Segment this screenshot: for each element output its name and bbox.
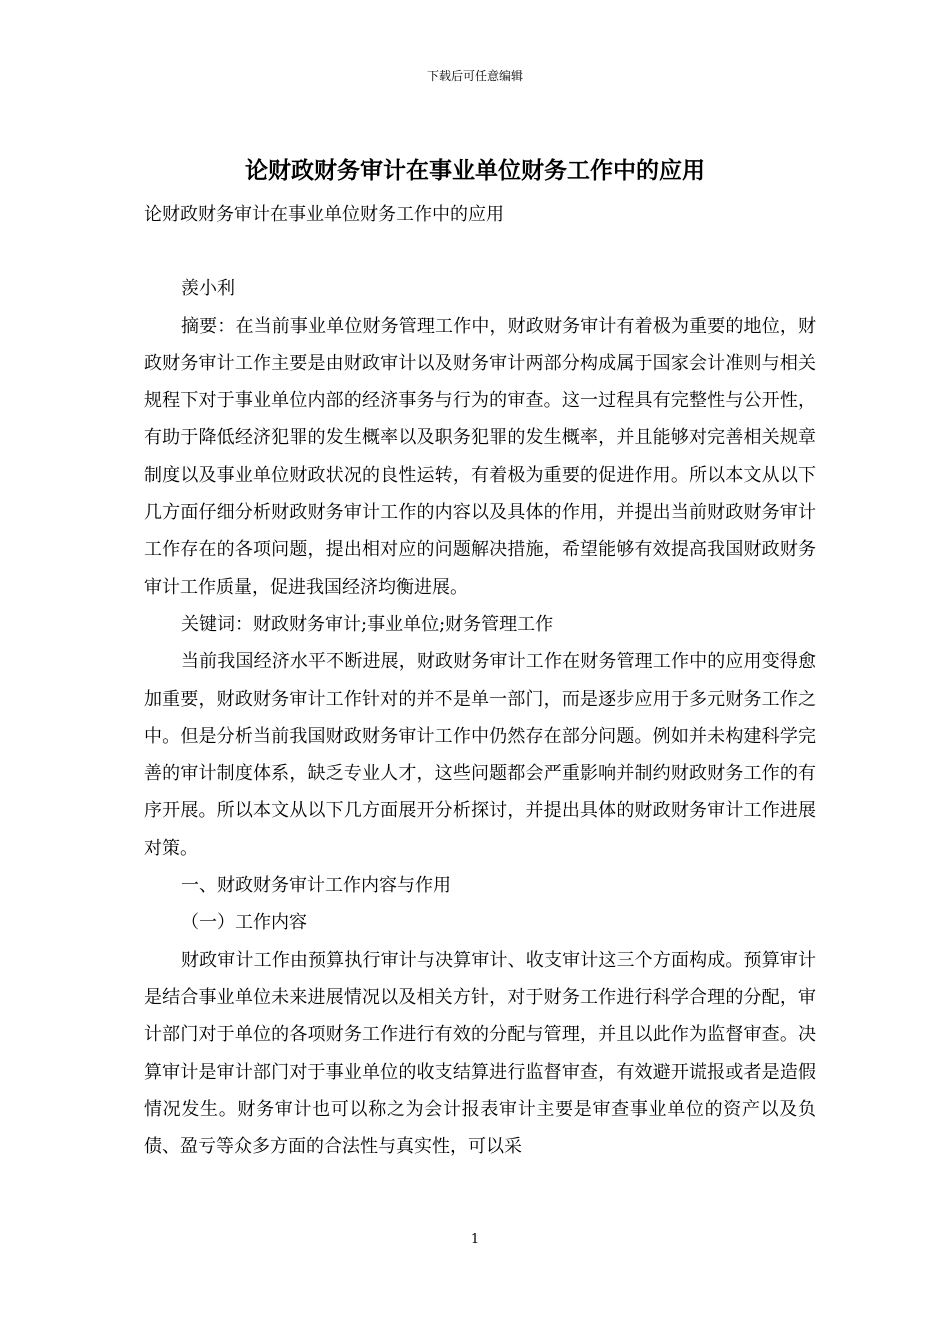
blank-line (144, 233, 816, 270)
subsection-heading: （一）工作内容 (181, 912, 307, 934)
section-heading: 一、财政财务审计工作内容与作用 (181, 875, 451, 897)
body-paragraph: 财政审计工作由预算执行审计与决算审计、收支审计这三个方面构成。预算审计是结合事业单位未来进展情况以及相关方针，对于财务工作进行科学合理的分配，审计部门对于单位的各项财务工作进行有效的分配与管理，并且以此作为监督审查。决算审计是审计部门对于事业单位的收支结算进行监督审查，有效避开谎报或者是造假情况发生。财务审计也可以称之为会计报表审计主要是审查事业单位的资产以及负债、盈亏等众多方面的合法性与真实性，可以采 (144, 949, 816, 1158)
intro-paragraph: 当前我国经济水平不断进展，财政财务审计工作在财务管理工作中的应用变得愈加重要，财政财务审计工作针对的并不是单一部门，而是逐步应用于多元财务工作之中。但是分析当前我国财政财务审计工作中仍然存在部分问题。例如并未构建科学完善的审计制度体系，缺乏专业人才，这些问题都会严重影响并制约财政财务工作的有序开展。所以本文从以下几方面展开分析探讨，并提出具体的财政财务审计工作进展对策。 (144, 651, 816, 859)
document-title: 论财政财务审计在事业单位财务工作中的应用 (245, 157, 705, 184)
page-header-note: 下载后可任意编辑 (426, 69, 523, 83)
keywords-line: 关键词：财政财务审计;事业单位;财务管理工作 (181, 613, 554, 635)
author-name: 羡小利 (181, 278, 235, 300)
page-number: 1 (470, 1232, 480, 1247)
document-body (144, 196, 816, 1165)
subtitle: 论财政财务审计在事业单位财务工作中的应用 (144, 204, 504, 225)
abstract-paragraph: 摘要：在当前事业单位财务管理工作中，财政财务审计有着极为重要的地位，财政财务审计工作主要是由财政审计以及财务审计两部分构成属于国家会计准则与相关规程下对于事业单位内部的经济事务与行为的审查。这一过程具有完整性与公开性，有助于降低经济犯罪的发生概率以及职务犯罪的发生概率，并且能够对完善相关规章制度以及事业单位财政状况的良性运转，有着极为重要的促进作用。所以本文从以下几方面仔细分析财政财务审计工作的内容以及具体的作用，并提出当前财政财务审计工作存在的各项问题，提出相对应的问题解决措施，希望能够有效提高我国财政财务审计工作质量，促进我国经济均衡进展。 (144, 315, 816, 598)
